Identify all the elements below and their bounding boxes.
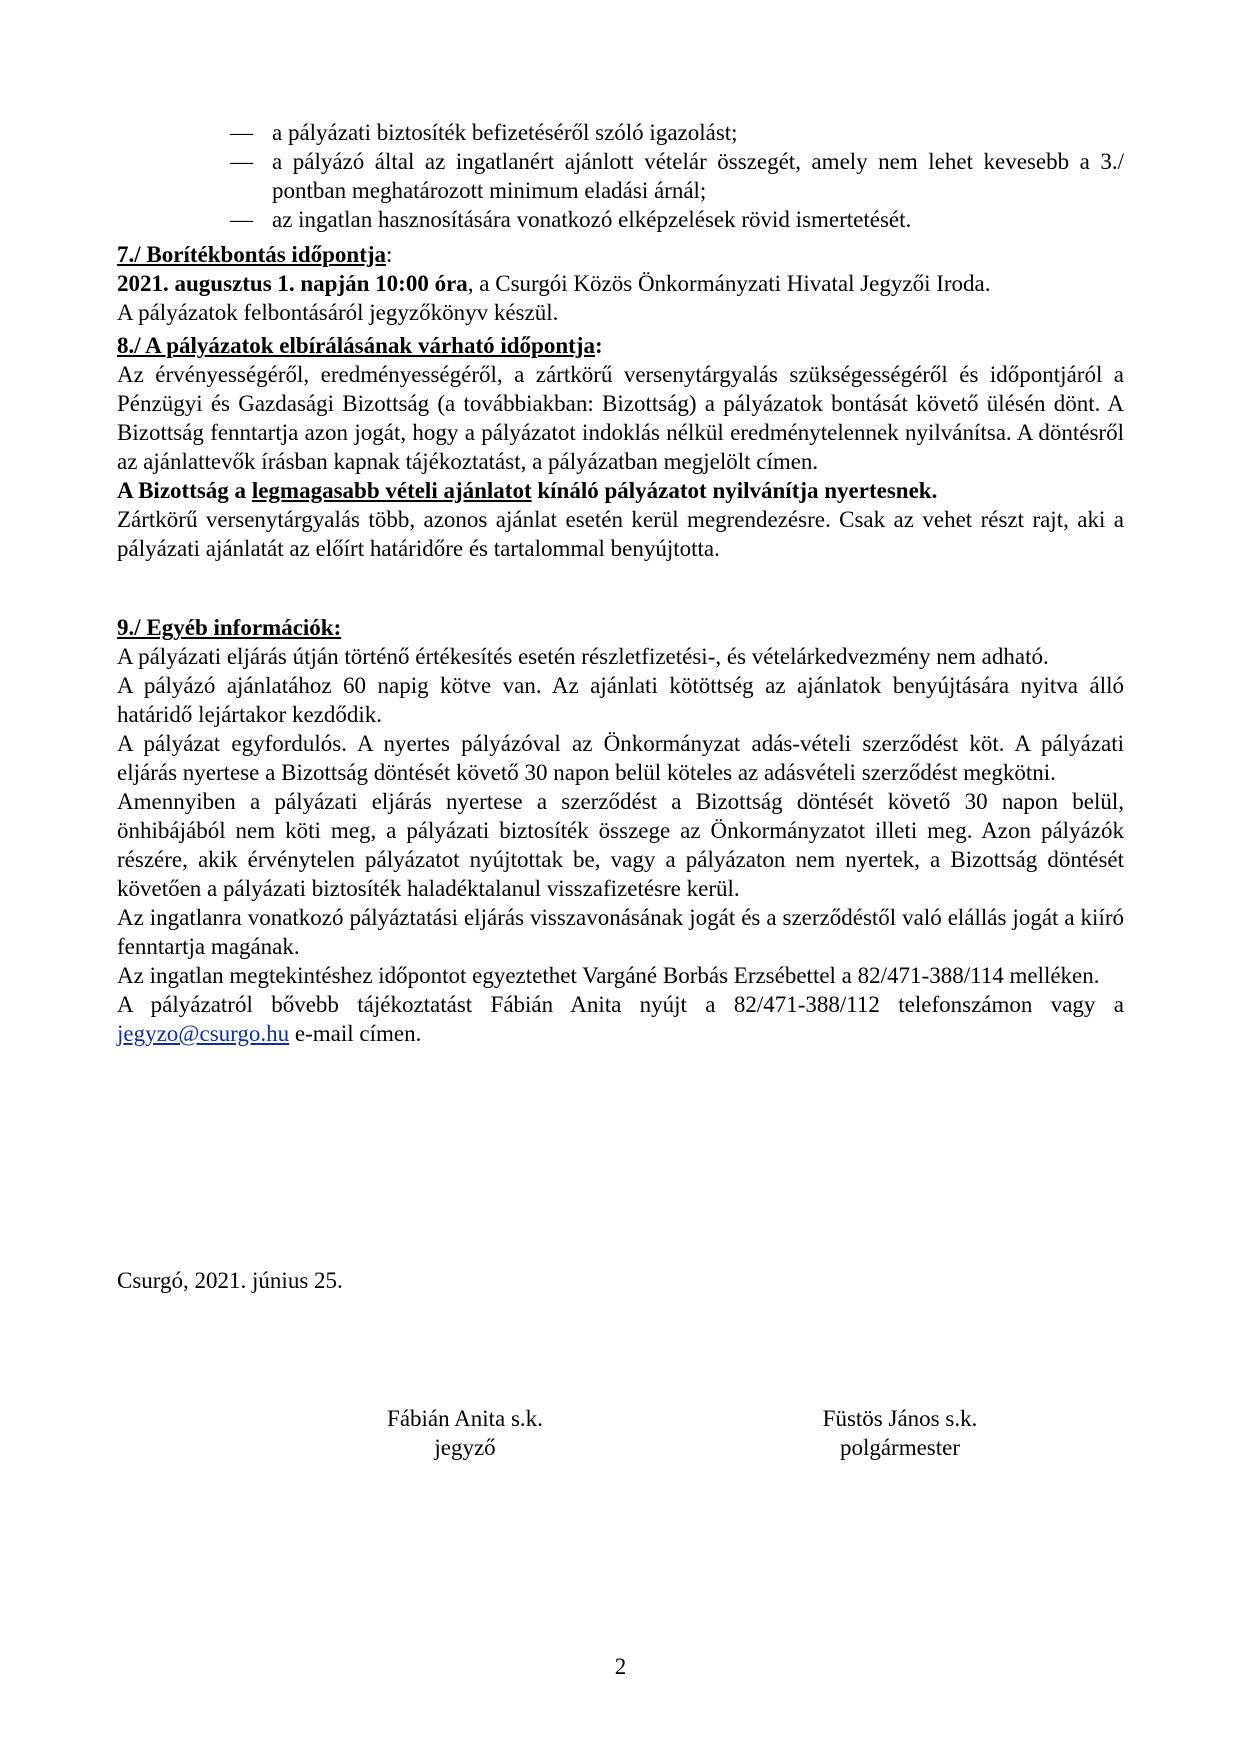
section-7-date: 2021. augusztus 1. napján 10:00 óra, a Csurgói Közös Önkormányzati Hivatal Jegyzői Iroda. <box>117 271 991 296</box>
list-item <box>230 118 1124 147</box>
section-9-paragraph: A pályázó ajánlatához 60 napig kötve van. Az ajánlati kötöttség az ajánlatok benyújtására nyitva álló határidő lejártakor kezdődik. <box>117 673 1124 727</box>
signature-title: jegyző <box>434 1435 496 1460</box>
email-link[interactable]: jegyzo@csurgo.hu <box>117 1021 290 1046</box>
document-body <box>117 118 1124 1048</box>
section-9-paragraph: Az ingatlan megtekintéshez időpontot egyeztethet Vargáné Borbás Erzsébettel a 82/471-388/114 melléken. <box>117 963 1100 988</box>
section-8-decision: A Bizottság a legmagasabb vételi ajánlatot kínáló pályázatot nyilvánítja nyertesnek. <box>117 478 938 503</box>
section-9-paragraph: A pályázat egyfordulós. A nyertes pályázóval az Önkormányzat adás-vételi szerződést köt. A pályázati eljárás nyertese a Bizottság döntését követő 30 napon belül köteles az adásvételi szerződést megkötni. <box>117 731 1124 785</box>
signature-title: polgármester <box>839 1435 961 1460</box>
requirements-list <box>230 118 1124 234</box>
signature-block-left <box>315 1404 615 1462</box>
dash-icon: — <box>230 149 253 174</box>
section-9-contact: A pályázatról bővebb tájékoztatást Fábián Anita nyújt a 82/471-388/112 telefonszámon vagy a jegyzo@csurgo.hu e-mail címen. <box>117 992 1124 1046</box>
section-9-heading: 9./ Egyéb információk: <box>117 615 342 640</box>
page-number: 2 <box>614 1654 627 1679</box>
signature-name: Füstös János s.k. <box>822 1406 978 1431</box>
dash-icon: — <box>230 120 253 145</box>
list-item <box>230 147 1124 205</box>
place-date: Csurgó, 2021. június 25. <box>117 1268 343 1293</box>
list-item-text: a pályázati biztosíték befizetéséről szóló igazolást; <box>272 120 738 145</box>
section-8-paragraph: Zártkörű versenytárgyalás több, azonos ajánlat esetén kerül megrendezésre. Csak az vehet részt rajt, aki a pályázati ajánlatát az előírt határidőre és tartalommal benyújtotta. <box>117 507 1124 561</box>
section-7-heading: 7./ Borítékbontás időpontja: <box>117 242 393 267</box>
section-8-paragraph: Az érvényességéről, eredményességéről, a zártkörű versenytárgyalás szükségességéről és időpontjáról a Pénzügyi és Gazdasági Bizottság (a továbbiakban: Bizottság) a pályázatok bontását követő ülésén dönt. A Bizottság fenntartja azon jogát, hogy a pályázatot indoklás nélkül eredménytelennek nyilvánítsa. A döntésről az ajánlattevők írásban kapnak tájékoztatást, a pályázatban megjelölt címen. <box>117 362 1124 474</box>
section-9-paragraph: Amennyiben a pályázati eljárás nyertese a szerződést a Bizottság döntését követő 30 napon belül, önhibájából nem köti meg, a pályázati biztosíték összege az Önkormányzatot illeti meg. Azon pályázók részére, akik érvénytelen pályázatot nyújtottak be, vagy a pályázaton nem nyertek, a Bizottság döntését követően a pályázati biztosíték haladéktalanul visszafizetésre kerül. <box>117 789 1124 901</box>
signature-name: Fábián Anita s.k. <box>387 1406 543 1431</box>
section-8-heading: 8./ A pályázatok elbírálásának várható időpontja: <box>117 333 603 358</box>
list-item-text: az ingatlan hasznosítására vonatkozó elképzelések rövid ismertetését. <box>272 207 912 232</box>
list-item <box>230 205 1124 234</box>
dash-icon: — <box>230 207 253 232</box>
signature-block-right <box>750 1404 1050 1462</box>
section-7-note: A pályázatok felbontásáról jegyzőkönyv készül. <box>117 300 559 325</box>
section-9-paragraph: Az ingatlanra vonatkozó pályáztatási eljárás visszavonásának jogát és a szerződéstől való elállás jogát a kiíró fenntartja magának. <box>117 905 1124 959</box>
list-item-text: a pályázó által az ingatlanért ajánlott vételár összegét, amely nem lehet kevesebb a 3./ pontban meghatározott minimum eladási árnál; <box>272 149 1124 203</box>
section-9-paragraph: A pályázati eljárás útján történő értékesítés esetén részletfizetési-, és vételárkedvezmény nem adható. <box>117 644 1049 669</box>
